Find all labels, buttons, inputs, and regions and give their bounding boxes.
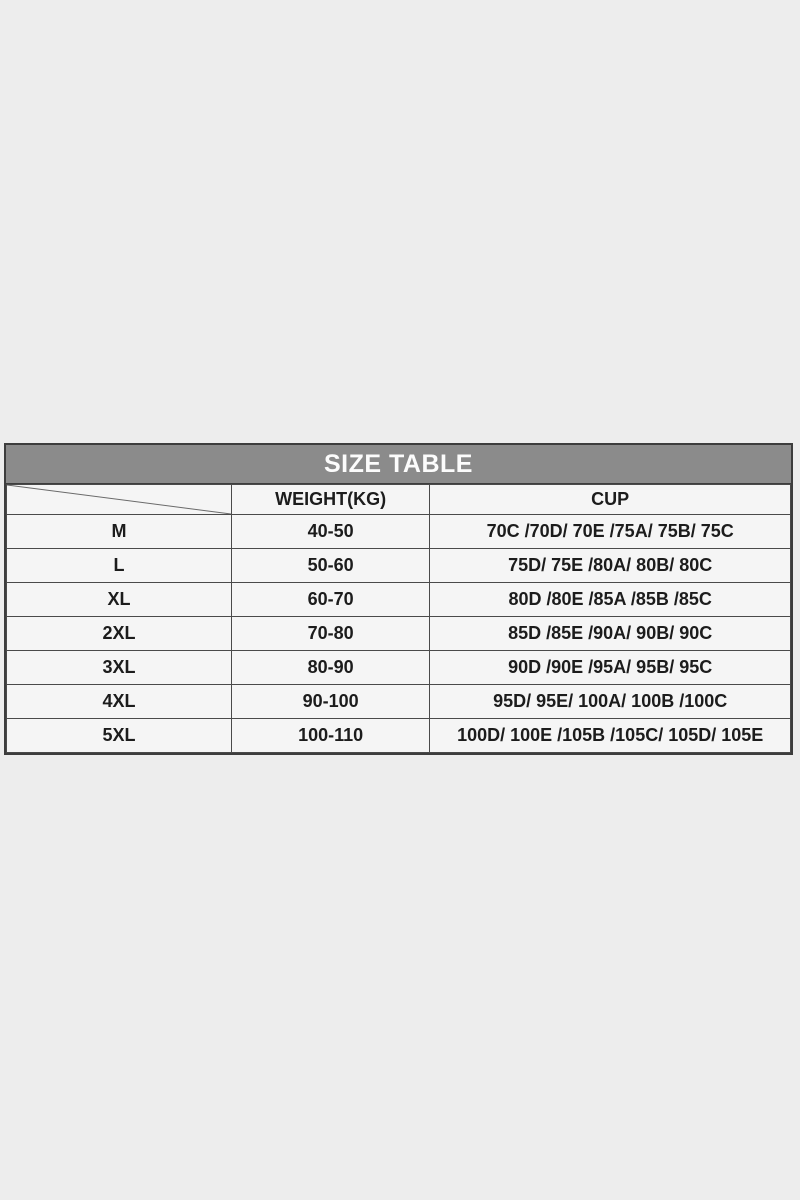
cup-cell: 70C /70D/ 70E /75A/ 75B/ 75C [430,515,791,549]
cup-cell: 85D /85E /90A/ 90B/ 90C [430,617,791,651]
header-row [7,485,791,515]
size-cell: 2XL [7,617,232,651]
cup-cell: 95D/ 95E/ 100A/ 100B /100C [430,685,791,719]
size-table-title: SIZE TABLE [324,449,473,478]
table-row [7,549,791,583]
weight-cell: 80-90 [232,651,430,685]
table-row [7,617,791,651]
weight-cell: 50-60 [232,549,430,583]
cup-cell: 80D /80E /85A /85B /85C [430,583,791,617]
table-row [7,651,791,685]
weight-cell: 60-70 [232,583,430,617]
cup-cell: 100D/ 100E /105B /105C/ 105D/ 105E [430,719,791,753]
size-column-header-diagonal-cell [7,485,232,515]
size-cell: XL [7,583,232,617]
table-row [7,685,791,719]
cup-cell: 75D/ 75E /80A/ 80B/ 80C [430,549,791,583]
diagonal-divider-line [7,485,231,514]
size-cell: M [7,515,232,549]
size-cell: L [7,549,232,583]
size-table [4,443,793,755]
weight-column-header: WEIGHT(KG) [232,485,430,515]
weight-cell: 70-80 [232,617,430,651]
weight-cell: 90-100 [232,685,430,719]
weight-cell: 40-50 [232,515,430,549]
size-cell: 3XL [7,651,232,685]
table-row [7,719,791,753]
size-cell: 4XL [7,685,232,719]
table-row [7,515,791,549]
cup-column-header: CUP [430,485,791,515]
size-table-title-bar [6,445,791,484]
cup-cell: 90D /90E /95A/ 95B/ 95C [430,651,791,685]
size-table-grid [6,484,791,753]
table-row [7,583,791,617]
size-cell: 5XL [7,719,232,753]
weight-cell: 100-110 [232,719,430,753]
